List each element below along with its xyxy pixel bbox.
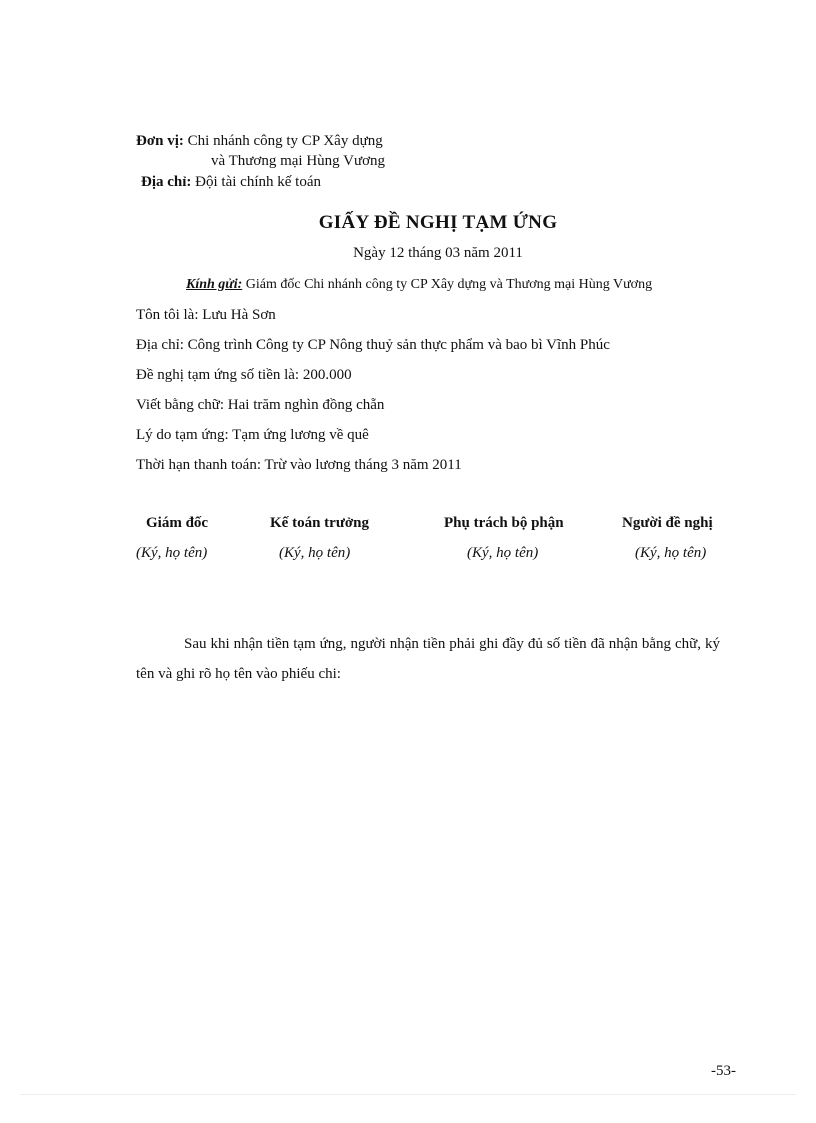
unit-label: Đơn vị: — [136, 133, 184, 149]
signature-note-department-head: (Ký, họ tên) — [467, 545, 539, 561]
field-name: Tôn tôi là: Lưu Hà Sơn — [136, 307, 276, 323]
closing-paragraph: Sau khi nhận tiền tạm ứng, người nhận tiền phải ghi đầy đủ số tiền đã nhận bằng chữ, ký tên và ghi rõ họ tên vào phiếu chi: — [136, 636, 720, 682]
signature-role-director: Giám đốc — [146, 515, 209, 531]
field-payment-term: Thời hạn thanh toán: Trừ vào lương tháng 3 năm 2011 — [136, 457, 462, 473]
unit-value-line-1: Chi nhánh công ty CP Xây dựng — [187, 133, 383, 149]
field-amount-in-words: Viết bằng chữ: Hai trăm nghìn đồng chẵn — [136, 397, 385, 413]
document-date: Ngày 12 tháng 03 năm 2011 — [353, 245, 523, 261]
recipient-value: Giám đốc Chi nhánh công ty CP Xây dựng và Thương mại Hùng Vương — [245, 277, 653, 292]
page-number: -53- — [711, 1063, 736, 1079]
signature-note-chief-accountant: (Ký, họ tên) — [279, 545, 351, 561]
unit-value-line-2: và Thương mại Hùng Vương — [211, 153, 386, 169]
address-value: Đội tài chính kế toán — [195, 174, 321, 190]
page-bottom-edge — [20, 1094, 796, 1095]
signature-note-requester: (Ký, họ tên) — [635, 545, 707, 561]
field-reason: Lý do tạm ứng: Tạm ứng lương về quê — [136, 427, 369, 443]
recipient-label: Kính gửi: — [186, 277, 243, 292]
address-label: Địa chỉ: — [141, 174, 192, 190]
document-title: GIẤY ĐỀ NGHỊ TẠM ỨNG — [318, 212, 558, 233]
signature-note-director: (Ký, họ tên) — [136, 545, 208, 561]
unit-line-1 — [136, 132, 383, 150]
address-line — [141, 173, 321, 191]
recipient-line — [186, 276, 652, 294]
signature-role-requester: Người đề nghị — [622, 515, 713, 531]
signature-role-chief-accountant: Kế toán trưởng — [270, 515, 369, 531]
field-amount: Đề nghị tạm ứng số tiền là: 200.000 — [136, 367, 352, 383]
field-address: Địa chỉ: Công trình Công ty CP Nông thuỷ sản thực phẩm và bao bì Vĩnh Phúc — [136, 337, 610, 353]
signature-role-department-head: Phụ trách bộ phận — [444, 515, 564, 531]
